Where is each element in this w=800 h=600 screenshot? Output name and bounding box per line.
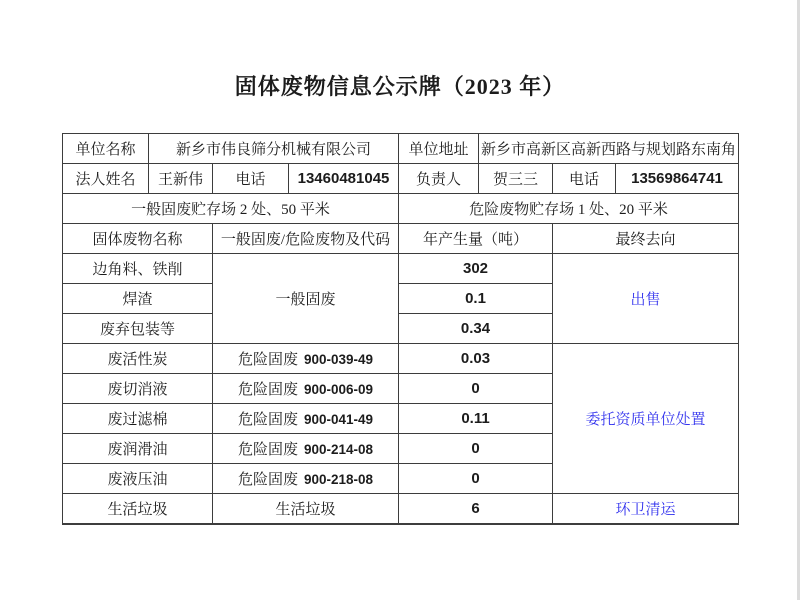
- legal-person-value: 王新伟: [149, 164, 213, 194]
- waste-category-text: 危险固废: [237, 382, 298, 398]
- unit-name-value: 新乡市伟良筛分机械有限公司: [149, 134, 399, 164]
- waste-category-text: 危险固废: [237, 412, 298, 428]
- destination-sanitation: 环卫清运: [553, 494, 739, 525]
- waste-row: [63, 344, 739, 374]
- page-title: 固体废物信息公示牌（2023 年）: [234, 74, 566, 99]
- waste-name: 废弃包装等: [63, 314, 213, 344]
- manager-label: 负责人: [399, 164, 479, 194]
- waste-amount: 302: [399, 254, 553, 284]
- waste-category-text: 危险固废: [237, 442, 298, 458]
- header-category-code: 一般固废/危险废物及代码: [213, 224, 399, 254]
- waste-category-text: 生活垃圾: [213, 494, 399, 525]
- waste-name: 废切消液: [63, 374, 213, 404]
- row-column-headers: [63, 224, 739, 254]
- waste-category-cell: [213, 374, 399, 404]
- waste-code: 900-006-09: [303, 382, 374, 397]
- unit-name-label: 单位名称: [63, 134, 149, 164]
- waste-amount: 0: [399, 464, 553, 494]
- waste-code: 900-041-49: [303, 412, 374, 427]
- general-storage-text: 一般固废贮存场 2 处、50 平米: [63, 194, 399, 224]
- row-unit-info: [63, 134, 739, 164]
- row-storage: [63, 194, 739, 224]
- waste-name: 废活性炭: [63, 344, 213, 374]
- waste-name: 焊渣: [63, 284, 213, 314]
- destination-sell: 出售: [553, 254, 739, 344]
- phone-label-1: 电话: [213, 164, 289, 194]
- phone-label-2: 电话: [553, 164, 616, 194]
- header-waste-name: 固体废物名称: [63, 224, 213, 254]
- unit-address-label: 单位地址: [399, 134, 479, 164]
- waste-category-cell: [213, 434, 399, 464]
- waste-code: 900-218-08: [303, 472, 374, 487]
- waste-category-general: 一般固废: [213, 254, 399, 344]
- phone-value-1: 13460481045: [289, 164, 399, 194]
- waste-category-text: 危险固废: [237, 472, 298, 488]
- waste-amount: 0: [399, 434, 553, 464]
- manager-value: 贺三三: [479, 164, 553, 194]
- waste-name: 废润滑油: [63, 434, 213, 464]
- waste-category-text: 危险固废: [237, 352, 298, 368]
- waste-category-cell: [213, 464, 399, 494]
- header-destination: 最终去向: [553, 224, 739, 254]
- waste-name: 边角料、铁削: [63, 254, 213, 284]
- hazard-storage-text: 危险废物贮存场 1 处、20 平米: [399, 194, 739, 224]
- waste-amount: 6: [399, 494, 553, 525]
- waste-amount: 0.11: [399, 404, 553, 434]
- phone-value-2: 13569864741: [616, 164, 739, 194]
- waste-row: [63, 254, 739, 284]
- legal-person-label: 法人姓名: [63, 164, 149, 194]
- waste-code: 900-039-49: [303, 352, 374, 367]
- unit-address-value: 新乡市高新区高新西路与规划路东南角: [479, 134, 739, 164]
- waste-amount: 0.34: [399, 314, 553, 344]
- waste-name: 废过滤棉: [63, 404, 213, 434]
- waste-code: 900-214-08: [303, 442, 374, 457]
- destination-entrust: 委托资质单位处置: [553, 344, 739, 494]
- row-contacts: [63, 164, 739, 194]
- waste-name: 废液压油: [63, 464, 213, 494]
- waste-row: [63, 494, 739, 525]
- waste-name: 生活垃圾: [63, 494, 213, 525]
- waste-info-table: [62, 133, 739, 525]
- waste-amount: 0: [399, 374, 553, 404]
- waste-category-cell: [213, 404, 399, 434]
- waste-amount: 0.1: [399, 284, 553, 314]
- header-annual-amount: 年产生量（吨）: [399, 224, 553, 254]
- waste-amount: 0.03: [399, 344, 553, 374]
- waste-category-cell: [213, 344, 399, 374]
